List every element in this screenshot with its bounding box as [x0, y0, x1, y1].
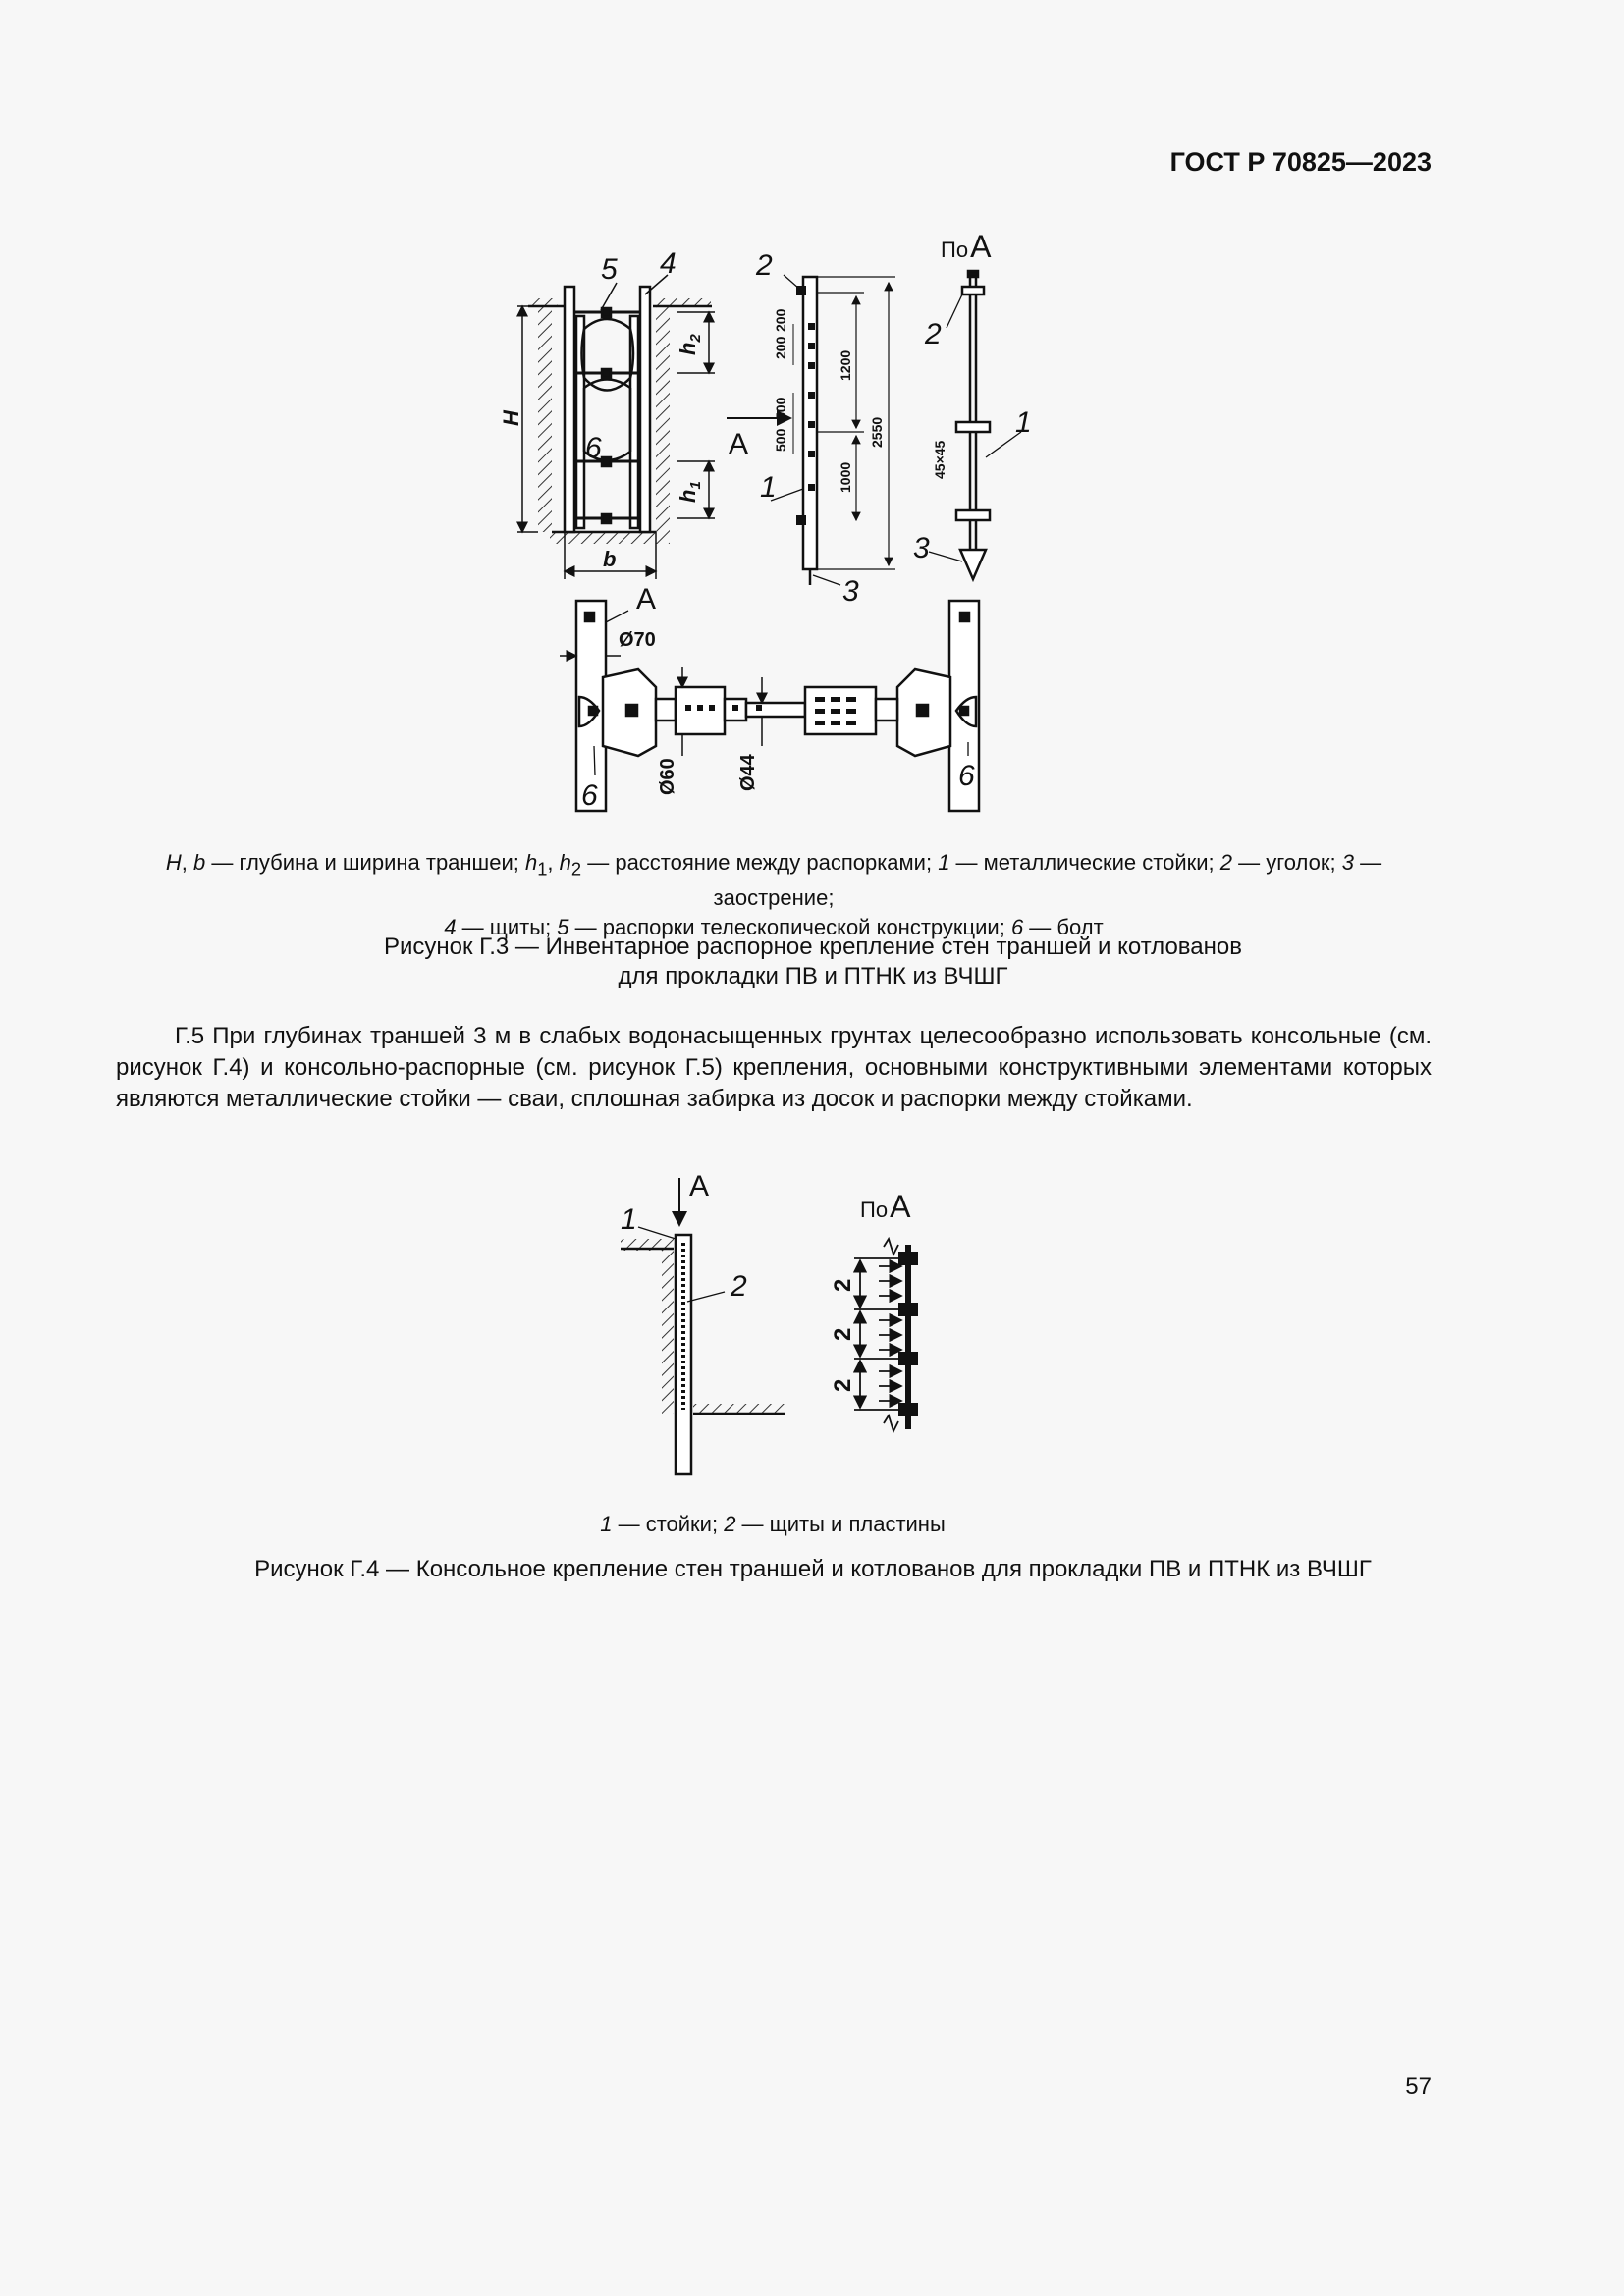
dim-d60: Ø60 — [657, 758, 678, 795]
dim-200-b: 200 — [773, 308, 788, 332]
cantilever-section-view — [621, 1178, 785, 1474]
page-number: 57 — [1405, 2073, 1432, 2100]
fig4-label-2: 2 — [731, 1270, 747, 1303]
view-marker-A: А — [729, 428, 749, 460]
section-marker-A: А — [636, 583, 657, 615]
dim-1000: 1000 — [838, 461, 853, 493]
figure-g3-legend: H, b — глубина и ширина траншеи; $h_1$, $h_2$ — расстояние между распорками; 1 — металлические стойки; 2 — уголок; 3 — заострение; 4 — щиты; 5 — распорки телескопической конструкции; 6 — болт — [165, 850, 1382, 940]
fig4-dim-2-a: 2 — [830, 1278, 856, 1292]
figure-g3-caption: Рисунок Г.3 — Инвентарное распорное крепление стен траншей и котлованов для прокладки ПВ и ПТНК из ВЧШГ — [384, 934, 1242, 989]
dim-200-a: 200 — [773, 336, 788, 359]
label-4: 4 — [660, 247, 677, 280]
fig4-dim-2-b: 2 — [830, 1327, 856, 1341]
dim-h2: $h_2$ — [676, 334, 704, 355]
label-6-bottom-left: 6 — [581, 779, 598, 812]
label-1-mid: 1 — [760, 471, 777, 504]
paragraph-g5: Г.5 При глубинах траншей 3 м в слабых водонасыщенных грунтах целесообразно использовать консольные (см. рисунок Г.4) и консольно-распорные (см. рисунок Г.5) крепления, основными конструктивными элементами которых являются металлические стойки — сваи, сплошная забирка из досок и распорки между стойками. — [116, 1023, 1432, 1112]
fig4-dim-2-c: 2 — [830, 1378, 856, 1392]
label-2-mid: 2 — [756, 249, 773, 282]
fig4-po-A-title: ПоА — [860, 1189, 911, 1224]
po-A-title: ПоА — [941, 229, 992, 264]
dim-500-b: 500 — [773, 397, 788, 420]
label-1-right: 1 — [1015, 406, 1032, 439]
dim-h1: $h_1$ — [676, 481, 704, 503]
label-6-bottom-right: 6 — [958, 760, 975, 792]
label-6-left: 6 — [585, 432, 602, 464]
dim-1200: 1200 — [838, 349, 853, 381]
label-2-right: 2 — [925, 318, 942, 350]
dim-H: H — [499, 410, 523, 426]
fig4-label-1: 1 — [621, 1203, 637, 1236]
document-header: ГОСТ Р 70825—2023 — [1169, 147, 1432, 177]
fig4-view-along-A — [854, 1239, 917, 1431]
figure-g4-caption: Рисунок Г.4 — Консольное крепление стен траншей и котлованов для прокладки ПВ и ПТНК из ВЧШГ — [254, 1556, 1372, 1582]
label-5: 5 — [601, 253, 618, 286]
label-3-mid: 3 — [842, 575, 859, 608]
dim-d44: Ø44 — [737, 754, 759, 791]
dim-500-a: 500 — [773, 428, 788, 452]
fig4-view-marker-A: А — [689, 1170, 710, 1202]
label-3-right: 3 — [913, 532, 930, 564]
dim-45x45: 45×45 — [932, 440, 947, 479]
dim-b: b — [603, 547, 617, 571]
dim-2550: 2550 — [869, 416, 885, 448]
dim-d70: Ø70 — [619, 629, 656, 651]
figure-g4-legend: 1 — стойки; 2 — щиты и пластины — [600, 1512, 946, 1536]
